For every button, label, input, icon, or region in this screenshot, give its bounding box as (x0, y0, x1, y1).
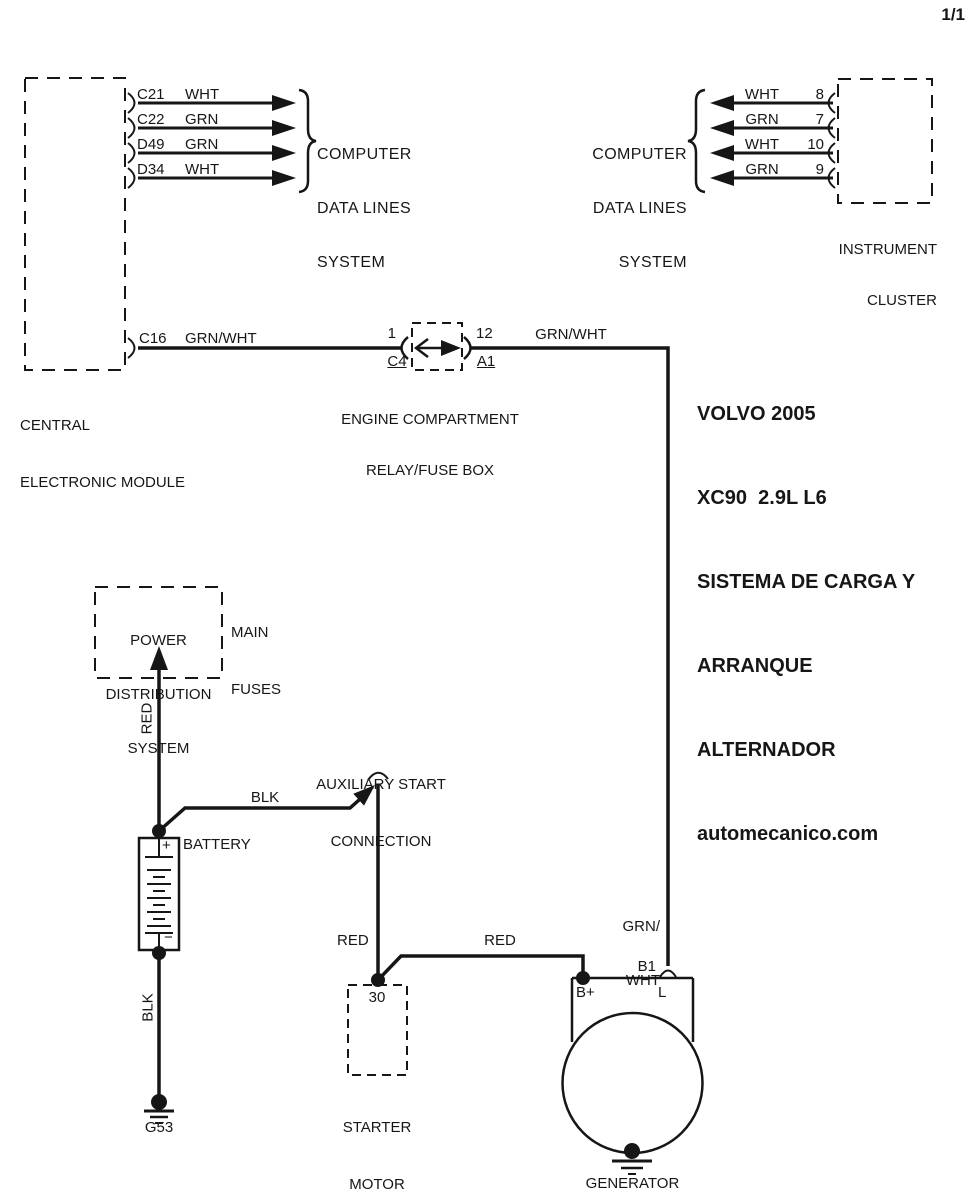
battery-symbol (139, 824, 179, 960)
connector-id: C4 (387, 353, 407, 370)
arrow-right-icon (272, 170, 296, 186)
starter-motor-label (318, 1080, 436, 1195)
label-line: INSTRUMENT (838, 241, 937, 258)
label-line: POWER (130, 632, 187, 649)
label-line: GRN/ (622, 918, 660, 935)
page-indicator: 1/1 (941, 5, 965, 24)
connector-id: A1 (476, 353, 496, 370)
wire-color-label: WHT (185, 86, 220, 103)
label-line: CLUSTER (866, 292, 937, 309)
ic-pin-number: 7 (815, 111, 824, 128)
central-electronic-module-box (25, 78, 125, 370)
ic-pin-number: 9 (815, 161, 824, 178)
cem-pin-id: C16 (139, 330, 167, 347)
wire-color-label: GRN (185, 111, 219, 128)
title-line: SISTEMA DE CARGA Y (697, 571, 916, 593)
label-line: CENTRAL (20, 417, 91, 434)
label-line: COMPUTER (317, 146, 412, 163)
title-line: VOLVO 2005 (697, 403, 816, 425)
title-line: ARRANQUE (697, 655, 813, 677)
ground-id-label: G53 (144, 1119, 174, 1136)
label-line: SYSTEM (127, 740, 190, 757)
arrow-right-icon (272, 95, 296, 111)
brace-right-icon (299, 90, 316, 192)
main-fuses-label (231, 585, 281, 737)
title-line: XC90 2.9L L6 (697, 487, 827, 509)
arrow-left-icon (710, 120, 734, 136)
generator-terminal-bplus: B+ (576, 984, 595, 1001)
label-line: ELECTRONIC MODULE (20, 474, 186, 491)
title-line: ALTERNADOR (697, 739, 836, 761)
starter-pin-number: 30 (368, 989, 386, 1006)
label-line: AUXILIARY START (316, 776, 446, 793)
central-electronic-module-label (20, 378, 185, 530)
ic-pin-number: 8 (815, 86, 824, 103)
site-credit: automecanico.com (697, 823, 879, 845)
cem-pin-id: D34 (137, 161, 165, 178)
blk-wire-battery-to-ground (151, 953, 167, 1110)
brace-left-icon (688, 90, 705, 192)
label-line: ENGINE COMPARTMENT (341, 411, 519, 428)
generator-label: GENERATOR (585, 1175, 680, 1192)
generator-terminal-l: L (658, 984, 667, 1001)
arrow-left-icon (710, 145, 734, 161)
label-line: DATA LINES (317, 200, 412, 217)
wire-color-label: BLK (139, 993, 157, 1022)
red-wire-starter-to-generator (378, 956, 590, 985)
cem-pin-id: C21 (137, 86, 165, 103)
instrument-cluster-label (795, 207, 937, 343)
arrow-left-icon (710, 170, 734, 186)
wire-color-label: WHT (744, 86, 780, 103)
junction-dot (624, 1143, 640, 1159)
label-line: MOTOR (349, 1176, 405, 1193)
battery-label: BATTERY (183, 836, 251, 853)
label-line: FUSES (231, 681, 282, 698)
battery-minus-terminal: − (164, 929, 173, 946)
label-line: SYSTEM (618, 254, 687, 271)
label-line: STARTER (342, 1119, 412, 1136)
diagram-title-block (697, 344, 967, 904)
wire-color-label (600, 882, 660, 1026)
wire-color-label: WHT (744, 136, 780, 153)
computer-data-lines-label-right (565, 110, 687, 308)
wire-color-label: GRN/WHT (535, 326, 607, 343)
connector-pin-number: 1 (387, 325, 396, 342)
wire-color-label: GRN (185, 136, 219, 153)
wire-color-label: WHT (185, 161, 220, 178)
arrow-right-icon (272, 120, 296, 136)
generator-ground-icon (612, 1161, 652, 1174)
wire-color-label: RED (138, 702, 156, 735)
label-line: MAIN (231, 624, 269, 641)
wire-color-label: RED (337, 932, 369, 949)
label-line: RELAY/FUSE BOX (365, 462, 495, 479)
label-line: CONNECTION (330, 833, 432, 850)
ic-pin-number: 10 (807, 136, 824, 153)
battery-plus-terminal: + (162, 837, 171, 854)
label-line: WHT (625, 972, 660, 989)
cem-pin-id: D49 (137, 136, 165, 153)
arrow-left-icon (710, 95, 734, 111)
arrow-right-icon (441, 340, 461, 356)
wire-color-label: RED (484, 932, 516, 949)
label-line: DATA LINES (592, 200, 687, 217)
wire-color-label: GRN/WHT (185, 330, 257, 347)
label-line: DISTRIBUTION (105, 686, 212, 703)
connector-pin-number: 12 (476, 325, 493, 342)
label-line: COMPUTER (592, 146, 687, 163)
computer-data-lines-label-left (317, 110, 412, 308)
wire-color-label: GRN (745, 161, 779, 178)
arrow-right-icon (272, 145, 296, 161)
cem-pin-id: C22 (137, 111, 165, 128)
aux-start-connection-label (291, 737, 471, 889)
instrument-cluster-box (838, 79, 932, 203)
junction-dot (151, 1094, 167, 1110)
generator-pin-b1: B1 (637, 958, 656, 975)
wire-color-label: BLK (250, 789, 280, 806)
wire-color-label: GRN (745, 111, 779, 128)
power-distribution-label (95, 596, 222, 794)
fuse-box-label (330, 377, 530, 513)
fuse-box-connector (402, 323, 471, 370)
label-line: SYSTEM (317, 254, 386, 271)
